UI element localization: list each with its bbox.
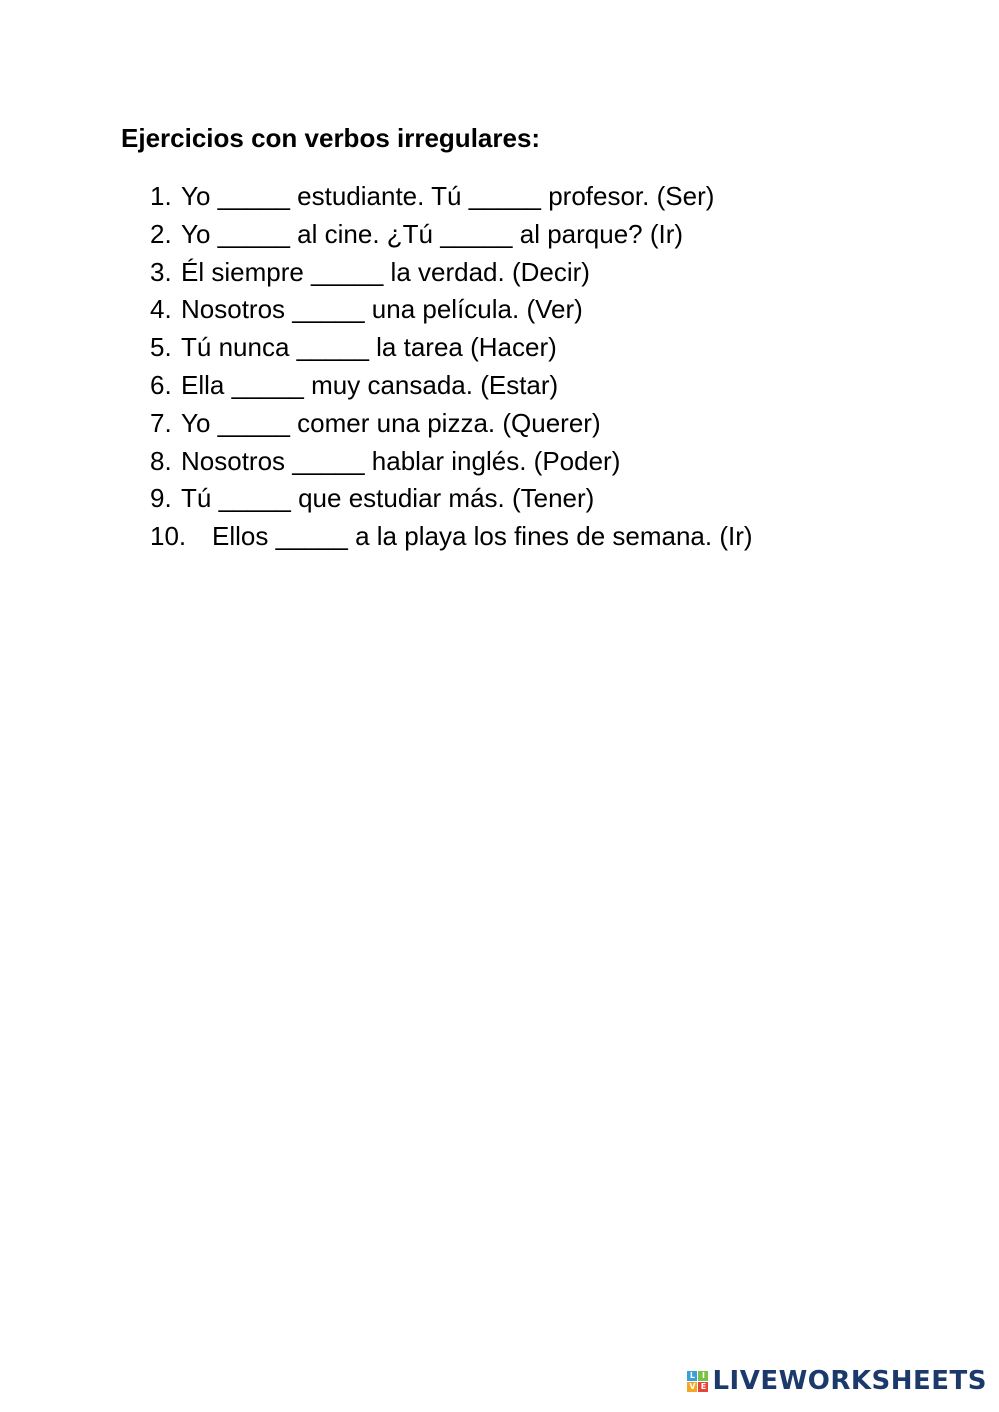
- item-text: Tú _____ que estudiar más. (Tener): [181, 483, 595, 514]
- item-number: 9.: [150, 483, 172, 514]
- item-number: 7.: [150, 407, 172, 438]
- logo-mark-letter: L: [687, 1371, 697, 1381]
- item-number: 10.: [150, 521, 187, 552]
- item-number: 6.: [150, 369, 172, 400]
- logo-mark-letter: I: [698, 1371, 708, 1381]
- exercise-list: [150, 178, 753, 556]
- logo-mark-icon: [687, 1371, 708, 1392]
- item-text: Yo _____ comer una pizza. (Querer): [181, 407, 601, 438]
- logo-text: LIVEWORKSHEETS: [712, 1366, 987, 1396]
- list-item: [150, 329, 753, 367]
- item-text: Ellos _____ a la playa los fines de semana. (Ir): [212, 521, 753, 552]
- item-number: 1.: [150, 181, 172, 211]
- item-number: 4.: [150, 294, 172, 325]
- item-number: 2.: [150, 218, 172, 249]
- list-item: [150, 254, 753, 292]
- item-text: Ella _____ muy cansada. (Estar): [181, 369, 559, 400]
- item-number: 3.: [150, 256, 172, 287]
- item-number: 8.: [150, 445, 172, 476]
- list-item: [150, 216, 753, 254]
- list-item: [150, 443, 753, 481]
- item-text: Nosotros _____ una película. (Ver): [181, 294, 583, 325]
- list-item: [150, 405, 753, 443]
- list-item: [150, 178, 753, 216]
- list-item: [150, 480, 753, 518]
- logo-mark-letter: V: [689, 1381, 696, 1391]
- liveworksheets-logo: [687, 1366, 987, 1396]
- item-text: Tú nunca _____ la tarea (Hacer): [181, 332, 557, 363]
- list-item: [150, 518, 753, 556]
- item-number: 5.: [150, 332, 172, 363]
- item-text: Nosotros _____ hablar inglés. (Poder): [181, 445, 621, 476]
- item-text: Él siempre _____ la verdad. (Decir): [181, 256, 590, 287]
- logo-mark-letter: E: [698, 1382, 708, 1392]
- list-item: [150, 367, 753, 405]
- item-text: Yo _____ al cine. ¿Tú _____ al parque? (Ir): [181, 218, 684, 249]
- worksheet-title: Ejercicios con verbos irregulares:: [121, 123, 541, 153]
- list-item: [150, 291, 753, 329]
- item-text: Yo _____ estudiante. Tú _____ profesor. (Ser): [181, 181, 715, 211]
